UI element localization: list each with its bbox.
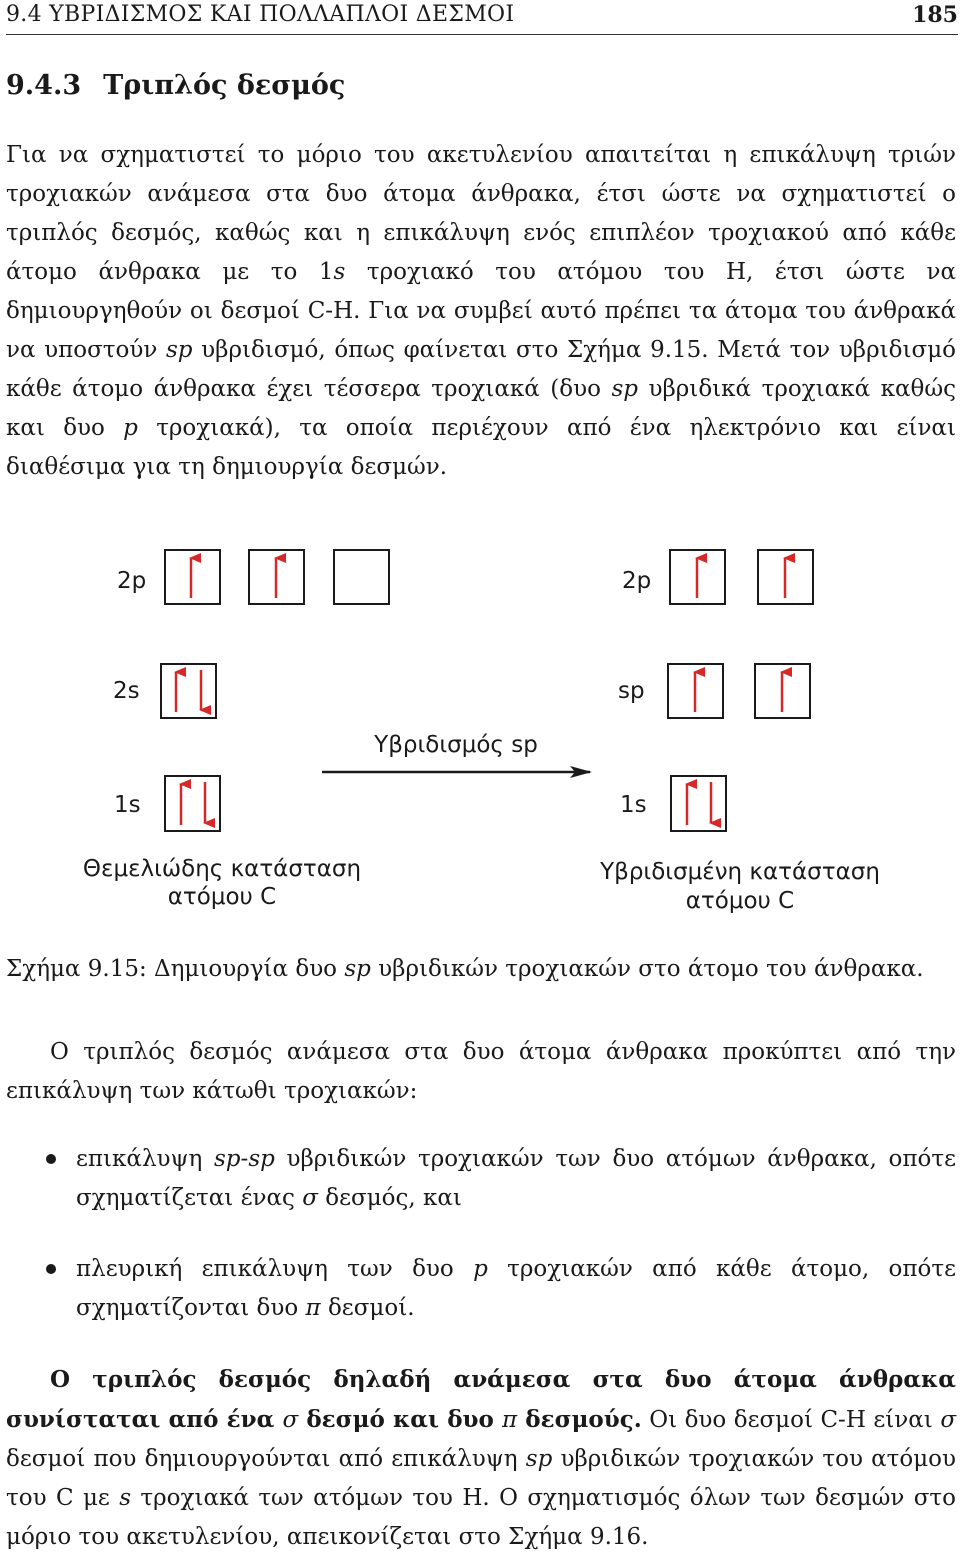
hybridization-diagram — [0, 530, 960, 930]
math-pi: π — [305, 1295, 321, 1321]
math-pi: π — [502, 1407, 518, 1433]
orbital-box — [161, 664, 216, 718]
section-number: 9.4.3 — [6, 70, 82, 101]
label-left-2p: 2p — [117, 568, 147, 594]
orbital-box — [165, 550, 220, 604]
orbital-box — [671, 776, 726, 831]
paragraph-overlap: Ο τριπλός δεσμός ανάμεσα στα δυο άτομα άνθρακα προκύπτει από την επικάλυψη των κάτωθι τροχιακών: — [6, 1039, 956, 1104]
text-run: δεσμός, και — [317, 1185, 462, 1211]
math-p: p — [473, 1256, 488, 1282]
math-sigma: σ — [302, 1185, 318, 1211]
text-run: υβριδικών τροχιακών των δυο ατόμων άνθρακα, οπότε σχηματίζεται ένας — [76, 1146, 956, 1211]
text-run: τροχιακών από κάθε άτομο, οπότε σχηματίζονται δυο — [76, 1256, 957, 1321]
page-number: 185 — [912, 2, 958, 28]
text-run: Για να σχηματιστεί το μόριο του ακετυλενίου απαιτείται η επικάλυψη τριών τροχιακών ανάμεσα στα δυο άτομα άνθρακα, έτσι ώστε να σχηματιστεί ο τριπλός δεσμός, καθώς και η επικάλυψη ενός επιπλέον τροχιακού από κάθε άτομο άνθρακα με το 1 — [6, 142, 956, 285]
label-left-2s: 2s — [113, 678, 140, 704]
math-sp: sp — [344, 956, 371, 982]
list-item-text — [76, 1250, 956, 1328]
math-sp: sp — [248, 1146, 275, 1172]
label-right-sp: sp — [618, 678, 645, 704]
math-sigma: σ — [282, 1407, 299, 1433]
caption-hybrid-state-line2: ατόμου C — [685, 888, 795, 914]
text-run: υβριδικά τροχιακά καθώς και δυο — [6, 376, 957, 441]
text-run: - — [240, 1146, 249, 1172]
bold-text: Ο τριπλός δεσμός δηλαδή ανάμεσα στα δυο άτομα άνθρακα συνίσταται από ένα — [6, 1366, 956, 1433]
bullet-icon — [46, 1264, 56, 1274]
paragraph-intro — [6, 136, 956, 487]
text-run: τροχιακά), τα οποία περιέχουν από ένα ηλεκτρόνιο και είναι διαθέσιμα για τη δημιουργία δεσμών. — [6, 415, 956, 480]
text-run: υβριδικών τροχιακών στο άτομο του άνθρακα. — [370, 956, 924, 982]
text-run: τροχιακό του ατόμου του H, έτσι ώστε να δημιουργηθούν οι δεσμοί C-H. Για να συμβεί αυτό πρέπει τα άτομα του άνθρακά να υποστούν — [6, 259, 956, 363]
label-right-1s: 1s — [620, 792, 647, 818]
orbital-box-empty — [334, 550, 389, 604]
math-sp: sp — [166, 337, 193, 363]
math-sigma: σ — [940, 1407, 957, 1433]
section-title: Τριπλός δεσμός — [103, 70, 346, 101]
math-s: s — [333, 259, 346, 285]
math-sp: sp — [611, 376, 638, 402]
page-header — [6, 0, 958, 35]
label-left-1s: 1s — [114, 792, 141, 818]
math-p: p — [123, 415, 138, 441]
running-header-section: 9.4 ΥΒΡΙΔΙΣΜΟΣ ΚΑΙ ΠΟΛΛΑΠΛΟΙ ΔΕΣΜΟΙ — [6, 2, 515, 27]
orbital-box — [165, 776, 220, 831]
bold-text: δεσμό και δυο — [298, 1406, 503, 1433]
caption-ground-state-line1: Θεμελιώδης κατάσταση — [82, 856, 362, 882]
text-run: υβριδικών τροχιακών του ατόμου του C με — [6, 1446, 956, 1511]
bold-text: δεσμούς. — [517, 1406, 642, 1433]
text-run: επικάλυψη — [76, 1146, 214, 1172]
paragraph-summary — [6, 1360, 956, 1557]
label-right-2p: 2p — [622, 568, 652, 594]
caption-ground-state-line2: ατόμου C — [167, 884, 277, 910]
text-run: πλευρική επικάλυψη των δυο — [76, 1256, 474, 1282]
math-s: s — [119, 1485, 132, 1511]
bullet-icon — [46, 1154, 56, 1164]
hybridization-arrow-label: Υβριδισμός sp — [374, 732, 538, 758]
section-heading — [6, 70, 345, 101]
caption-hybrid-state-line1: Υβριδισμένη κατάσταση — [600, 859, 880, 885]
math-sp: sp — [214, 1146, 241, 1172]
text-run: δεσμοί που δημιουργούνται από επικάλυψη — [6, 1446, 526, 1472]
text-run: Σχήμα 9.15: Δημιουργία δυο — [6, 956, 345, 982]
figure-caption — [6, 956, 924, 982]
text-run: τροχιακά των ατόμων του H. Ο σχηματισμός όλων των δεσμών στο μόριο του ακετυλενίου, απεικονίζεται στο Σχήμα 9.16. — [6, 1485, 956, 1550]
list-item-text — [76, 1140, 956, 1218]
text-run: δεσμοί. — [320, 1295, 415, 1321]
text-run: υβριδισμό, όπως φαίνεται στο Σχήμα 9.15. Μετά τον υβριδισμό κάθε άτομο άνθρακα έχει τέσσερα τροχιακά (δυο — [6, 337, 956, 402]
math-sp: sp — [525, 1446, 553, 1472]
text-run: Οι δυο δεσμοί C-H είναι — [641, 1407, 941, 1433]
